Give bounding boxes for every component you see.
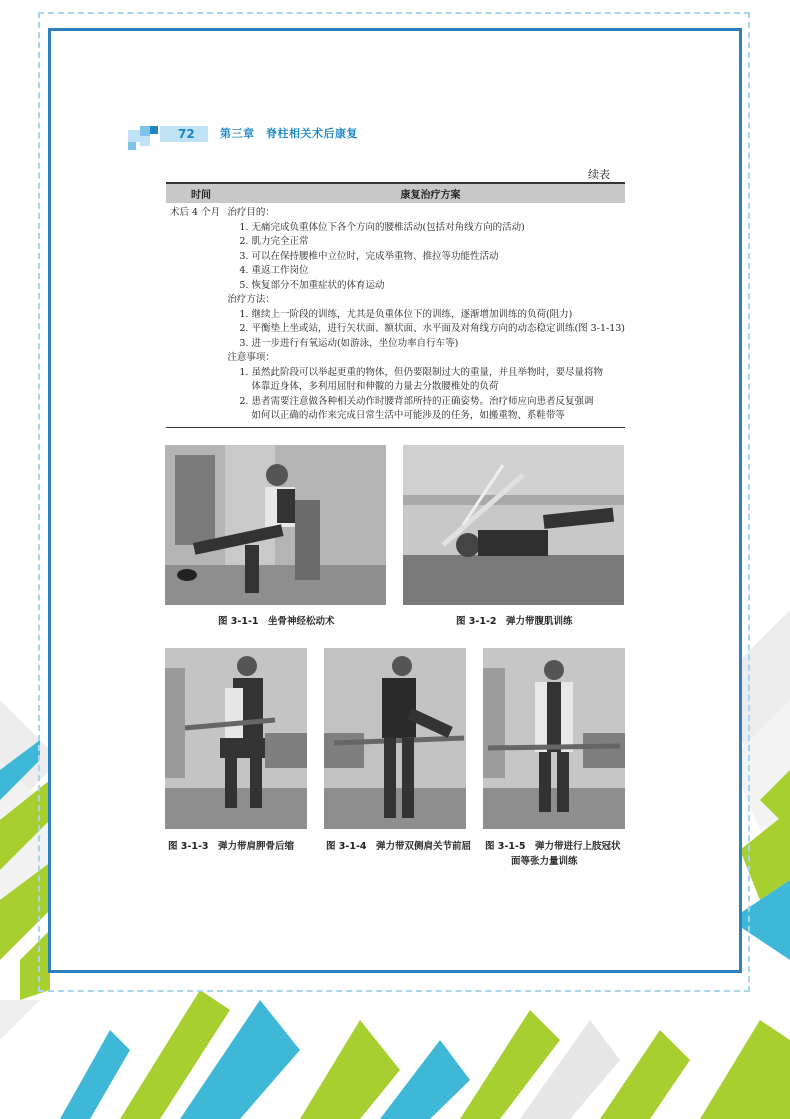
section-heading: 注意事项： (227, 352, 275, 363)
list-item: 2. 患者需要注意做各种相关动作时腰背部所持的正确姿势。治疗师应向患者反复强调 (239, 395, 594, 407)
figure-3-1-5-caption-cont: 面等张力量训练 (511, 856, 578, 867)
figure-3-1-4-caption: 图 3-1-4 弹力带双侧肩关节前屈 (326, 841, 472, 852)
list-item: 2. 平衡垫上坐或站，进行矢状面、额状面、水平面及对角线方向的动态稳定训练(图 3-1-13) (239, 323, 625, 334)
list-item: 3. 进一步进行有氧运动(如游泳，坐位功率自行车等) (239, 337, 459, 349)
list-item: 如何以正确的动作来完成日常生活中可能涉及的任务，如搬重物、系鞋带等 (251, 410, 565, 421)
figure-3-1-3-caption: 图 3-1-3 弹力带肩胛骨后缩 (168, 841, 295, 852)
list-item: 2. 肌力完全正常 (239, 236, 309, 247)
figure-3-1-2-caption: 图 3-1-2 弹力带腹肌训练 (456, 616, 573, 627)
section-heading: 治疗方法： (227, 294, 275, 305)
column-header-time: 时间 (191, 190, 211, 201)
figure-3-1-5-photo (483, 648, 625, 829)
figure-3-1-2-photo (403, 445, 624, 605)
table-header (166, 184, 625, 203)
figure-3-1-3-photo (165, 648, 307, 829)
column-header-plan: 康复治疗方案 (400, 190, 461, 201)
section-heading: 治疗目的： (227, 207, 275, 218)
chapter-title: 第三章 脊柱相关术后康复 (220, 127, 358, 140)
list-item: 3. 可以在保持腰椎中立位时，完成举重物、推拉等功能性活动 (239, 250, 499, 262)
plan-cell (227, 206, 625, 424)
list-item: 5. 恢复部分不加重症状的体育运动 (239, 279, 385, 291)
page-number: 72 (178, 127, 195, 141)
time-cell: 术后 4 个月 (170, 207, 221, 218)
list-item: 1. 继续上一阶段的训练，尤其是负重体位下的训练，逐渐增加训练的负荷(阻力) (239, 308, 573, 320)
continued-label: 续表 (588, 168, 610, 181)
rehab-table (166, 182, 625, 428)
figure-3-1-1-caption: 图 3-1-1 坐骨神经松动术 (218, 616, 335, 627)
list-item: 1. 虽然此阶段可以举起更重的物体，但仍要限制过大的重量，并且举物时，要尽量将物 (239, 366, 603, 378)
list-item: 4. 重返工作岗位 (239, 265, 309, 276)
list-item: 体靠近身体，多利用屈肘和伸髋的力量去分散腰椎处的负荷 (251, 381, 499, 392)
table-row (166, 203, 625, 424)
page-frame (48, 28, 742, 973)
list-item: 1. 无痛完成负重体位下各个方向的腰椎活动(包括对角线方向的活动) (239, 221, 525, 233)
figure-3-1-5-caption: 图 3-1-5 弹力带进行上肢冠状 (485, 841, 621, 852)
figure-3-1-4-photo (324, 648, 466, 829)
figure-3-1-1-photo (165, 445, 386, 605)
